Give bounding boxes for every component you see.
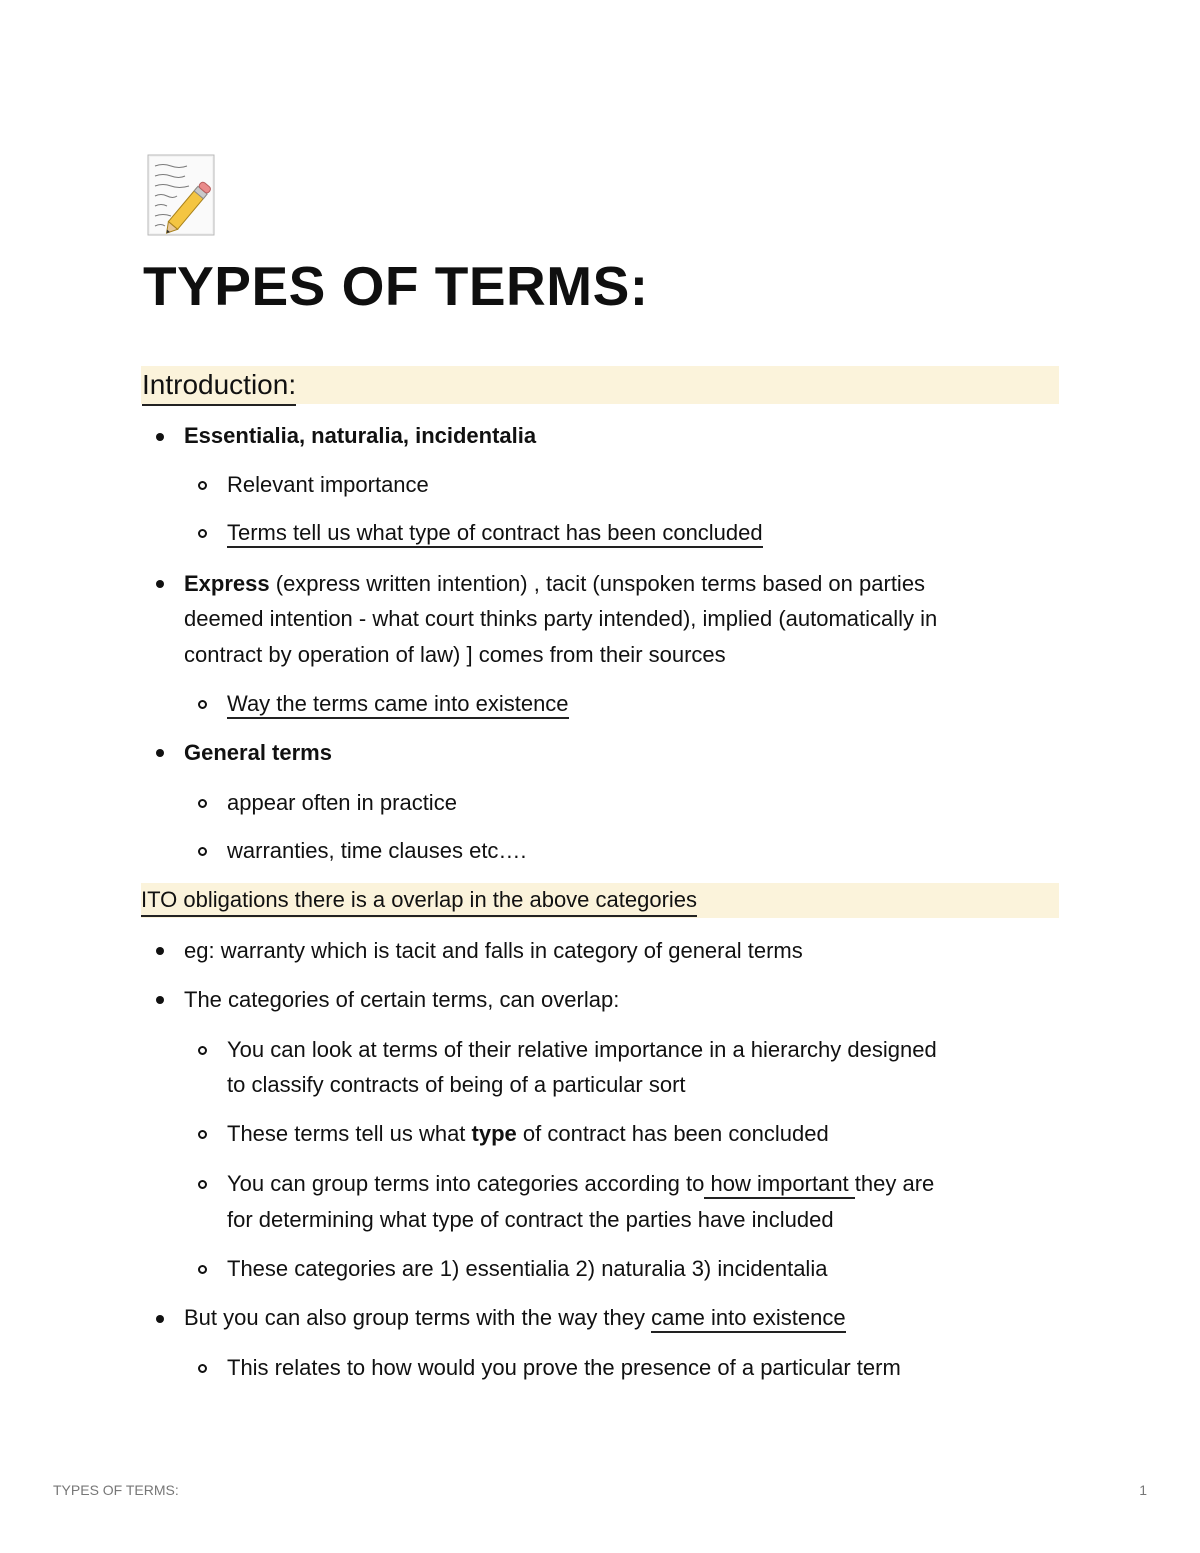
list-item: General terms [184,740,332,765]
list-item: warranties, time clauses etc…. [227,838,527,863]
sub-bullet-icon [198,700,207,709]
ito-note: ITO obligations there is a overlap in the above categories [141,885,697,917]
sub-bullet-icon [198,1180,207,1189]
list-item: Way the terms came into existence [227,686,569,721]
list-item-continuation: to classify contracts of being of a particular sort [227,1072,686,1097]
list-item-continuation: deemed intention - what court thinks party intended), implied (automatically in [184,606,938,631]
sub-bullet-icon [198,1130,207,1139]
list-item-continuation: for determining what type of contract the parties have included [227,1207,834,1232]
list-item: The categories of certain terms, can overlap: [184,987,620,1012]
bullet-icon [156,580,164,588]
list-item: But you can also group terms with the way they came into existence [184,1300,846,1335]
section-heading-introduction: Introduction: [142,366,296,406]
sub-bullet-icon [198,1364,207,1373]
sub-bullet-icon [198,481,207,490]
footer-title: TYPES OF TERMS: [53,1482,179,1498]
bullet-icon [156,433,164,441]
sub-bullet-icon [198,799,207,808]
list-item: This relates to how would you prove the presence of a particular term [227,1355,901,1380]
list-item-continuation: contract by operation of law) ] comes from their sources [184,642,726,667]
list-item: You can group terms into categories according to how important they are [227,1166,934,1201]
page-number: 1 [1139,1482,1147,1498]
list-item: These categories are 1) essentialia 2) naturalia 3) incidentalia [227,1256,828,1281]
list-item: These terms tell us what type of contract has been concluded [227,1121,829,1146]
sub-bullet-icon [198,847,207,856]
bullet-icon [156,996,164,1004]
list-item: Essentialia, naturalia, incidentalia [184,423,537,448]
memo-pencil-icon [147,154,217,236]
sub-bullet-icon [198,1046,207,1055]
list-item: appear often in practice [227,790,457,815]
list-item: Relevant importance [227,472,429,497]
sub-bullet-icon [198,529,207,538]
list-item: Express (express written intention) , tacit (unspoken terms based on parties [184,571,926,596]
bullet-icon [156,749,164,757]
page-title: TYPES OF TERMS: [143,255,649,317]
bullet-icon [156,1315,164,1323]
list-item: eg: warranty which is tacit and falls in category of general terms [184,938,803,963]
bullet-icon [156,947,164,955]
list-item: You can look at terms of their relative importance in a hierarchy designed [227,1037,937,1062]
list-item: Terms tell us what type of contract has been concluded [227,515,763,550]
sub-bullet-icon [198,1265,207,1274]
